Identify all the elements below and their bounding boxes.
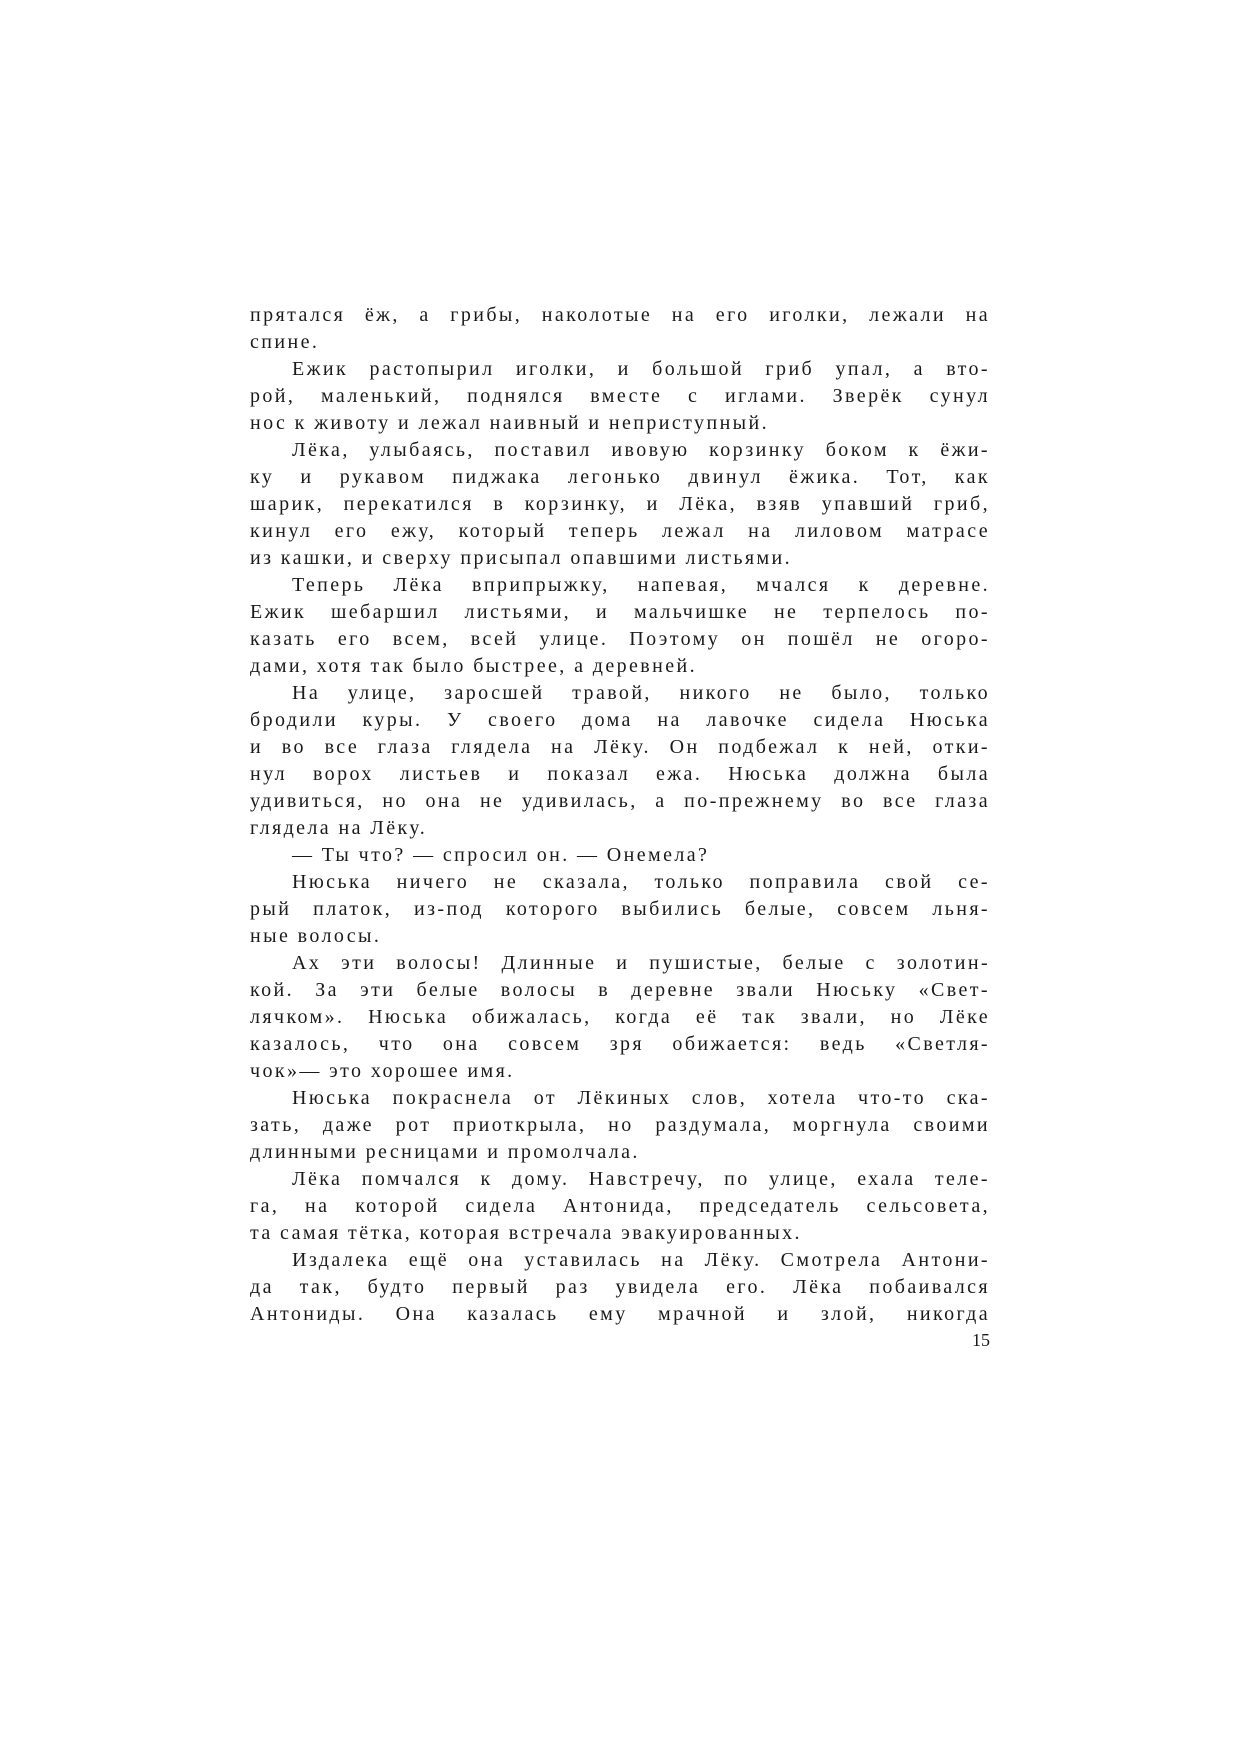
- text-line: лячком». Нюська обижалась, когда её так звали, но Лёке: [250, 1006, 990, 1028]
- text-line: Издалека ещё она уставилась на Лёку. Смотрела Антони-: [292, 1249, 990, 1271]
- text-line: Ах эти волосы! Длинные и пушистые, белые с золотин-: [292, 952, 990, 974]
- text-line: Лёка помчался к дому. Навстречу, по улице, ехала теле-: [292, 1168, 990, 1190]
- text-line: и во все глаза глядела на Лёку. Он подбежал к ней, отки-: [250, 736, 990, 758]
- text-line: дами, хотя так было быстрее, а деревней.: [250, 655, 697, 677]
- text-line: удивиться, но она не удивилась, а по-прежнему во все глаза: [250, 790, 990, 812]
- text-line: — Ты что? — спросил он. — Онемела?: [292, 844, 710, 866]
- text-line: Нюська ничего не сказала, только поправила свой се-: [292, 871, 990, 893]
- text-line: Антониды. Она казалась ему мрачной и злой, никогда: [250, 1303, 990, 1325]
- text-line: та самая тётка, которая встречала эвакуированных.: [250, 1222, 802, 1244]
- text-line: зать, даже рот приоткрыла, но раздумала, моргнула своими: [250, 1114, 990, 1136]
- text-line: ку и рукавом пиджака легонько двинул ёжика. Тот, как: [250, 466, 990, 488]
- text-line: нул ворох листьев и показал ежа. Нюська должна была: [250, 763, 990, 785]
- text-line: прятался ёж, а грибы, наколотые на его иголки, лежали на: [250, 304, 990, 326]
- text-line: длинными ресницами и промолчала.: [250, 1141, 640, 1163]
- text-line: На улице, заросшей травой, никого не было, только: [292, 682, 990, 704]
- text-line: Лёка, улыбаясь, поставил ивовую корзинку боком к ёжи-: [292, 439, 990, 461]
- text-line: кинул его ежу, который теперь лежал на лиловом матрасе: [250, 520, 990, 542]
- text-line: шарик, перекатился в корзинку, и Лёка, взяв упавший гриб,: [250, 493, 990, 515]
- text-line: кой. За эти белые волосы в деревне звали Нюську «Свет-: [250, 979, 990, 1001]
- text-line: казалось, что она совсем зря обижается: ведь «Светля-: [250, 1033, 990, 1055]
- text-line: чок»— это хорошее имя.: [250, 1060, 515, 1082]
- page-number: 15: [972, 1330, 990, 1350]
- text-line: спине.: [250, 331, 320, 353]
- text-line: Ежик растопырил иголки, и большой гриб упал, а вто-: [292, 358, 990, 380]
- text-line: глядела на Лёку.: [250, 817, 428, 839]
- text-line: бродили куры. У своего дома на лавочке сидела Нюська: [250, 709, 990, 731]
- text-line: га, на которой сидела Антонида, председатель сельсовета,: [250, 1195, 990, 1217]
- text-line: да так, будто первый раз увидела его. Лёка побаивался: [250, 1276, 990, 1298]
- text-line: из кашки, и сверху присыпал опавшими листьями.: [250, 547, 793, 569]
- text-line: рой, маленький, поднялся вместе с иглами. Зверёк сунул: [250, 385, 990, 407]
- text-line: Нюська покраснела от Лёкиных слов, хотела что-то ска-: [292, 1087, 990, 1109]
- text-line: Теперь Лёка вприпрыжку, напевая, мчался к деревне.: [292, 574, 990, 596]
- text-line: казать его всем, всей улице. Поэтому он пошёл не огоро-: [250, 628, 990, 650]
- text-line: Ежик шебаршил листьями, и мальчишке не терпелось по-: [250, 601, 990, 623]
- text-line: ные волосы.: [250, 925, 382, 947]
- text-line: нос к животу и лежал наивный и неприступный.: [250, 412, 770, 434]
- text-line: рый платок, из-под которого выбились белые, совсем льня-: [250, 898, 990, 920]
- body-text: [250, 302, 990, 1328]
